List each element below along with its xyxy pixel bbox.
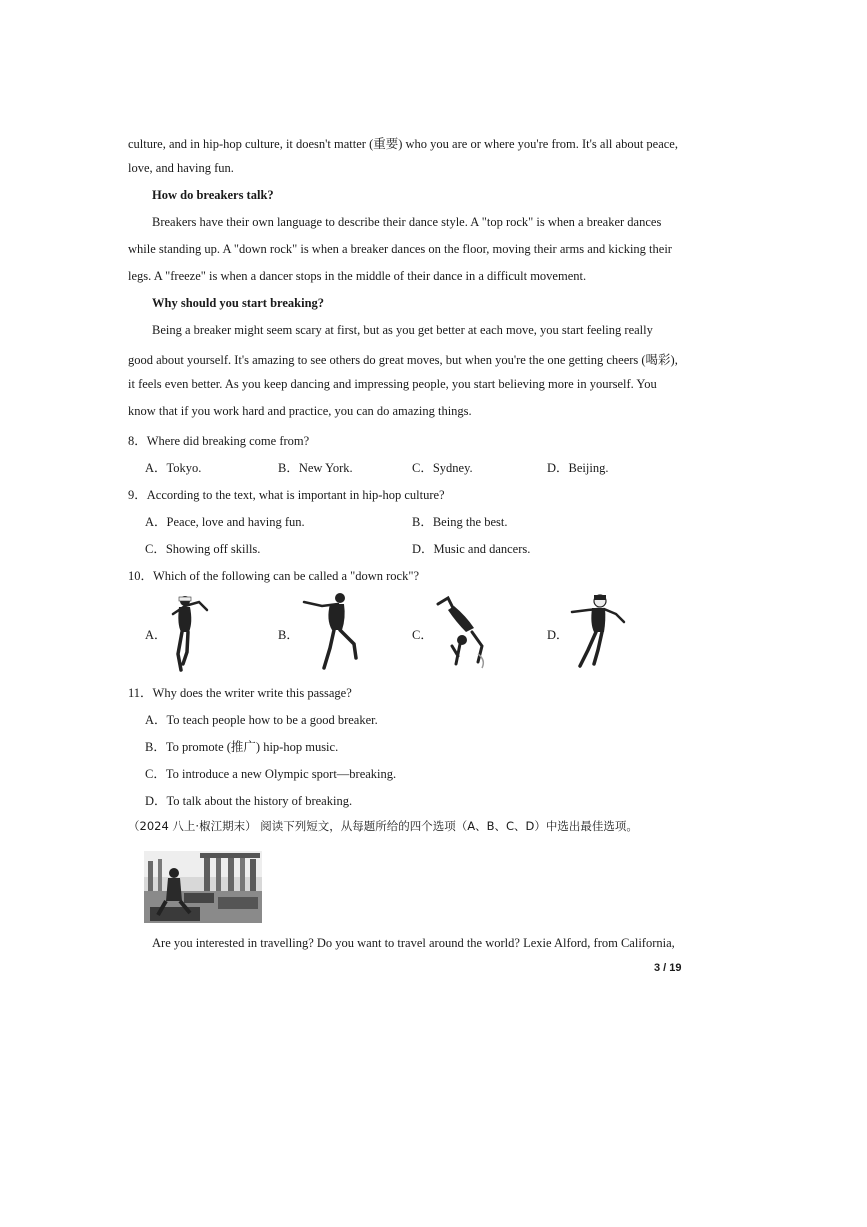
passage-line: while standing up. A "down rock" is when a breaker dances on the floor, moving their arms and kicking their	[128, 242, 672, 256]
question-9-option-a[interactable]: A．Peace, love and having fun.	[145, 515, 305, 529]
question-9-option-d[interactable]: D．Music and dancers.	[412, 542, 531, 556]
question-11-option-b[interactable]: B．To promote (推广) hip-hop music.	[145, 740, 339, 754]
section-heading: Why should you start breaking?	[152, 296, 325, 310]
question-10-stem: 10．Which of the following can be called a "down rock"?	[128, 569, 420, 583]
question-10-option-a[interactable]: A．	[145, 628, 167, 642]
dancer-figure-c[interactable]	[430, 592, 490, 674]
question-8-option-d[interactable]: D．Beijing.	[547, 461, 609, 475]
question-11-stem: 11．Why does the writer write this passage?	[128, 686, 352, 700]
passage-line: culture, and in hip-hop culture, it doesn't matter (重要) who you are or where you're from. It's all about peace,	[128, 137, 678, 151]
passage-line: Are you interested in travelling? Do you want to travel around the world? Lexie Alford, from California,	[152, 936, 675, 950]
dancer-standing-arms-out-icon	[568, 592, 628, 674]
question-9-stem: 9．According to the text, what is important in hip-hop culture?	[128, 488, 445, 502]
question-8-option-c[interactable]: C．Sydney.	[412, 461, 473, 475]
section-instruction: （2024 八上·椒江期末） 阅读下列短文，从每题所给的四个选项（A、B、C、D）中选出最佳选项。	[128, 819, 638, 833]
question-10-option-c[interactable]: C．	[412, 628, 433, 642]
question-9-option-c[interactable]: C．Showing off skills.	[145, 542, 261, 556]
passage-line: love, and having fun.	[128, 161, 234, 175]
question-8-option-b[interactable]: B．New York.	[278, 461, 353, 475]
ruins-photo-image	[144, 851, 262, 923]
page-number: 3 / 19	[654, 962, 682, 974]
passage-line: legs. A "freeze" is when a dancer stops in the middle of their dance in a difficult movement.	[128, 269, 587, 283]
dancer-jumping-icon	[300, 592, 360, 674]
dancer-figure-b[interactable]	[300, 592, 360, 674]
question-11-option-d[interactable]: D．To talk about the history of breaking.	[145, 794, 353, 808]
dancer-standing-icon	[163, 592, 223, 674]
question-11-option-c[interactable]: C．To introduce a new Olympic sport—breaking.	[145, 767, 397, 781]
passage-line: Breakers have their own language to describe their dance style. A "top rock" is when a breaker dances	[152, 215, 662, 229]
passage-line: it feels even better. As you keep dancing and impressing people, you start believing more in yourself. You	[128, 377, 657, 391]
traveller-photo	[144, 851, 262, 923]
dancer-figure-d[interactable]	[568, 592, 628, 674]
question-10-option-d[interactable]: D．	[547, 628, 569, 642]
question-11-option-a[interactable]: A．To teach people how to be a good breaker.	[145, 713, 378, 727]
question-9-option-b[interactable]: B．Being the best.	[412, 515, 508, 529]
dancer-figure-a[interactable]	[163, 592, 223, 674]
question-10-option-b[interactable]: B．	[278, 628, 299, 642]
section-heading: How do breakers talk?	[152, 188, 274, 202]
passage-line: good about yourself. It's amazing to see others do great moves, but when you're the one getting cheers (喝彩),	[128, 353, 678, 367]
dancer-floor-move-icon	[430, 592, 490, 674]
question-8-option-a[interactable]: A．Tokyo.	[145, 461, 202, 475]
passage-line: know that if you work hard and practice, you can do amazing things.	[128, 404, 472, 418]
passage-line: Being a breaker might seem scary at first, but as you get better at each move, you start feeling really	[152, 323, 653, 337]
question-8-stem: 8．Where did breaking come from?	[128, 434, 310, 448]
